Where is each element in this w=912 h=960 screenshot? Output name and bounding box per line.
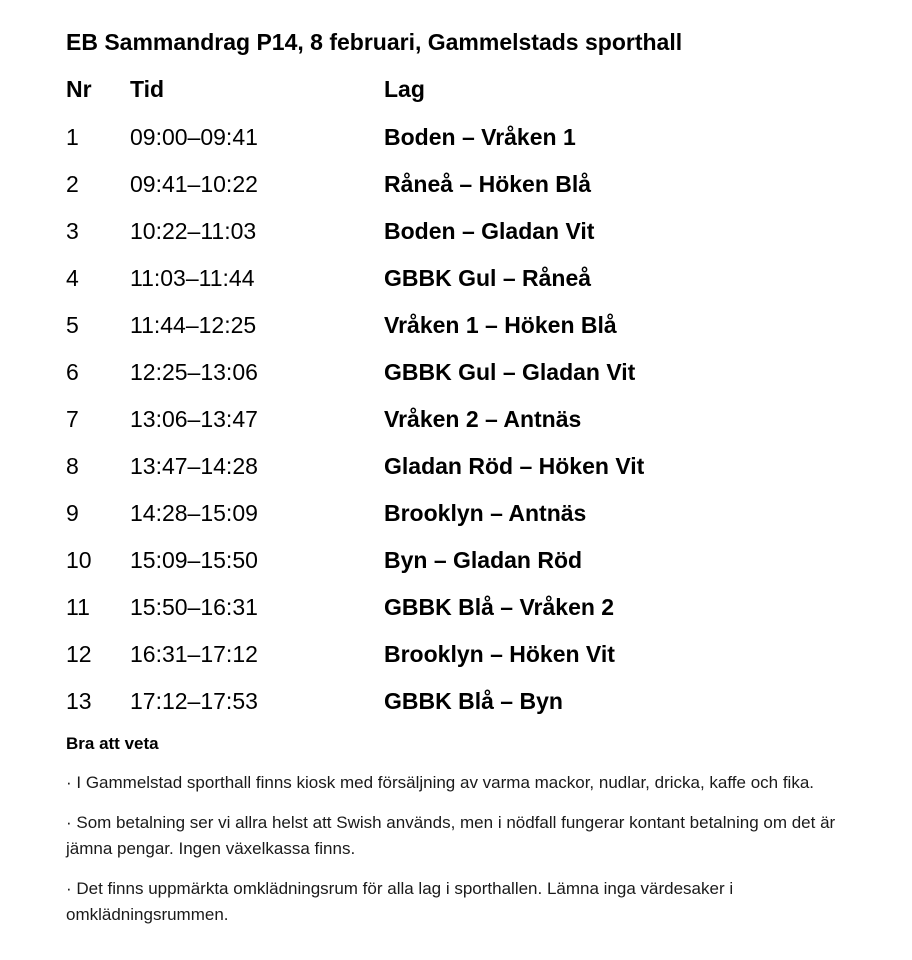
- match-teams: GBBK Gul – Råneå: [384, 265, 592, 291]
- match-nr: 4: [66, 265, 79, 291]
- match-nr: 10: [66, 547, 92, 573]
- table-row: [66, 683, 866, 730]
- info-item-payment: · Som betalning ser vi allra helst att Swish används, men i nödfall fungerar kontant betalning om det är jämna pengar. Ingen växelkassa finns.: [66, 813, 836, 858]
- match-nr: 1: [66, 124, 79, 150]
- match-time: 14:28–15:09: [130, 500, 258, 526]
- match-nr: 5: [66, 312, 79, 338]
- match-teams: GBBK Blå – Byn: [384, 688, 563, 714]
- match-teams: GBBK Gul – Gladan Vit: [384, 359, 636, 385]
- match-nr: 13: [66, 688, 92, 714]
- match-teams: Råneå – Höken Blå: [384, 171, 592, 197]
- table-row: [66, 542, 866, 589]
- match-schedule-table: [66, 71, 866, 730]
- match-teams: Vråken 1 – Höken Blå: [384, 312, 617, 338]
- match-time: 10:22–11:03: [130, 218, 257, 244]
- header-tid: Tid: [130, 76, 165, 102]
- match-teams: Brooklyn – Höken Vit: [384, 641, 615, 667]
- match-nr: 7: [66, 406, 79, 432]
- match-time: 09:41–10:22: [130, 171, 258, 197]
- match-nr: 2: [66, 171, 79, 197]
- match-teams: Byn – Gladan Röd: [384, 547, 583, 573]
- match-time: 11:03–11:44: [130, 265, 255, 291]
- match-teams: Vråken 2 – Antnäs: [384, 406, 582, 432]
- match-time: 12:25–13:06: [130, 359, 258, 385]
- match-time: 13:06–13:47: [130, 406, 258, 432]
- header-nr: Nr: [66, 76, 92, 102]
- match-time: 15:09–15:50: [130, 547, 258, 573]
- match-nr: 11: [66, 594, 90, 620]
- table-header-row: [66, 71, 866, 119]
- match-teams: Brooklyn – Antnäs: [384, 500, 587, 526]
- table-row: [66, 307, 866, 354]
- table-row: [66, 589, 866, 636]
- table-row: [66, 448, 866, 495]
- table-row: [66, 354, 866, 401]
- match-nr: 8: [66, 453, 79, 479]
- info-list: [66, 770, 866, 942]
- table-row: [66, 166, 866, 213]
- match-nr: 9: [66, 500, 79, 526]
- match-time: 09:00–09:41: [130, 124, 258, 150]
- match-time: 16:31–17:12: [130, 641, 258, 667]
- match-nr: 6: [66, 359, 79, 385]
- table-row: [66, 495, 866, 542]
- table-row: [66, 119, 866, 166]
- table-row: [66, 401, 866, 448]
- header-lag: Lag: [384, 76, 425, 102]
- match-time: 11:44–12:25: [130, 312, 257, 338]
- table-row: [66, 213, 866, 260]
- match-teams: Boden – Vråken 1: [384, 124, 576, 150]
- info-item-dressing-rooms: · Det finns uppmärkta omklädningsrum för alla lag i sporthallen. Lämna inga värdesaker i omklädningsrummen.: [66, 879, 734, 924]
- page-title: EB Sammandrag P14, 8 februari, Gammelstads sporthall: [66, 29, 683, 55]
- match-time: 15:50–16:31: [130, 594, 258, 620]
- match-nr: 3: [66, 218, 79, 244]
- info-item-kiosk: · I Gammelstad sporthall finns kiosk med försäljning av varma mackor, nudlar, dricka, kaffe och fika.: [66, 773, 814, 792]
- table-row: [66, 636, 866, 683]
- table-row: [66, 260, 866, 307]
- match-nr: 12: [66, 641, 92, 667]
- match-time: 13:47–14:28: [130, 453, 258, 479]
- match-teams: Boden – Gladan Vit: [384, 218, 595, 244]
- match-time: 17:12–17:53: [130, 688, 258, 714]
- match-teams: Gladan Röd – Höken Vit: [384, 453, 645, 479]
- info-heading: Bra att veta: [66, 734, 159, 753]
- match-teams: GBBK Blå – Vråken 2: [384, 594, 615, 620]
